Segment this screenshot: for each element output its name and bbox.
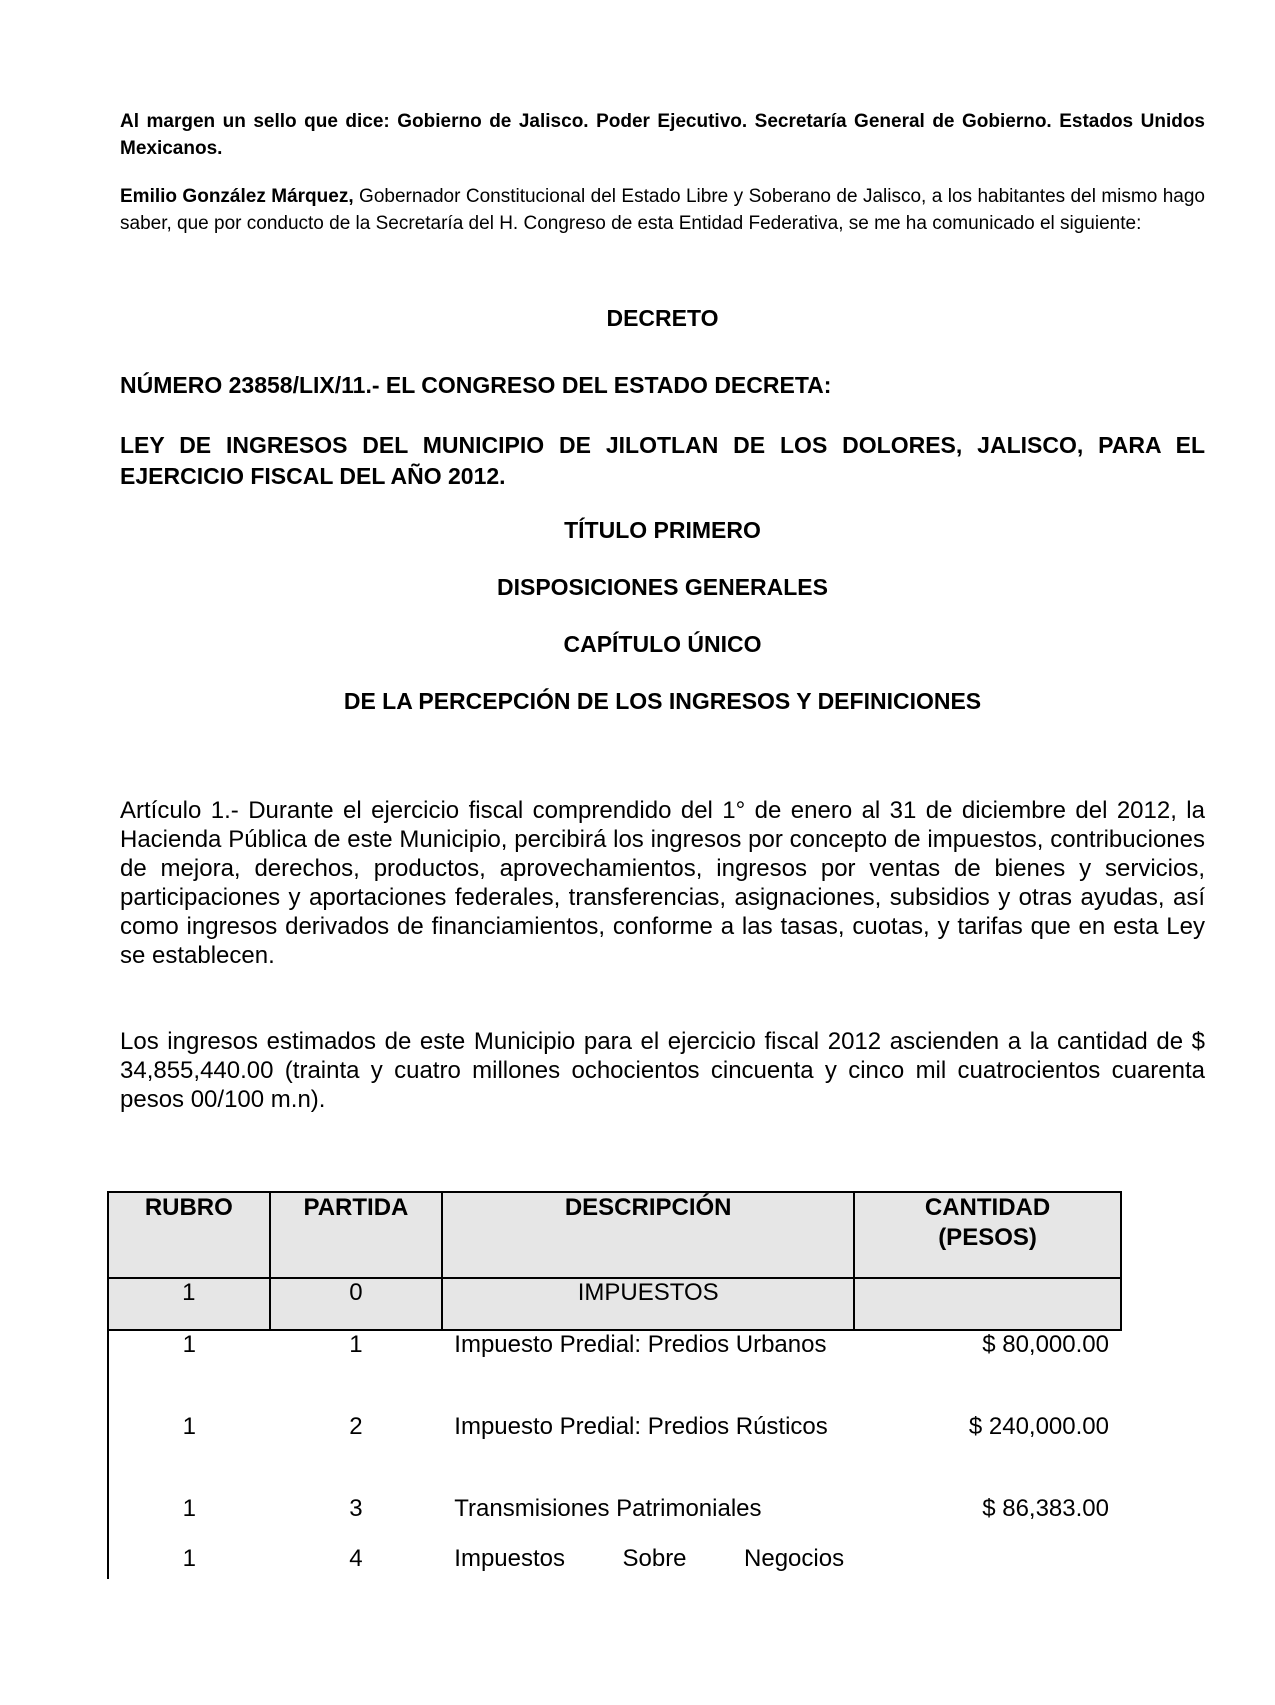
revenue-table bbox=[107, 1191, 1122, 1579]
row-partida: 1 bbox=[349, 1331, 363, 1358]
seal-notice: Al margen un sello que dice: Gobierno de Jalisco. Poder Ejecutivo. Secretaría General de Gobierno. Estados Unidos Mexicanos. bbox=[120, 111, 1205, 159]
row-cantidad: $ 86,383.00 bbox=[982, 1495, 1109, 1522]
row-partida: 3 bbox=[349, 1495, 363, 1522]
category-descripcion: IMPUESTOS bbox=[442, 1278, 854, 1330]
category-partida: 0 bbox=[270, 1278, 443, 1330]
governor-name: Emilio González Márquez, bbox=[120, 186, 354, 207]
row-partida: 2 bbox=[349, 1413, 363, 1440]
row-descripcion: Impuestos Sobre Negocios bbox=[454, 1545, 845, 1572]
row-rubro: 1 bbox=[108, 1330, 270, 1413]
table-header-row bbox=[108, 1192, 1121, 1278]
category-cantidad bbox=[854, 1278, 1121, 1330]
table-category-row bbox=[108, 1278, 1121, 1330]
row-rubro: 1 bbox=[108, 1545, 270, 1579]
table-row bbox=[108, 1413, 1121, 1495]
heading-disposiciones: DISPOSICIONES GENERALES bbox=[496, 574, 828, 600]
heading-ley: LEY DE INGRESOS DEL MUNICIPIO DE JILOTLAN DE LOS DOLORES, JALISCO, PARA EL EJERCICIO FISCAL DEL AÑO 2012. bbox=[120, 432, 1205, 489]
header-cantidad bbox=[854, 1192, 1121, 1278]
heading-percepcion: DE LA PERCEPCIÓN DE LOS INGRESOS Y DEFINICIONES bbox=[343, 688, 982, 714]
row-rubro: 1 bbox=[108, 1413, 270, 1495]
governor-text: Gobernador Constitucional del Estado Libre y Soberano de Jalisco, a los habitantes del mismo hago saber, que por conducto de la Secretaría del H. Congreso de esta Entidad Federativa, se me ha comunicado el siguiente: bbox=[120, 186, 1205, 234]
category-rubro: 1 bbox=[108, 1278, 270, 1330]
row-descripcion: Impuesto Predial: Predios Urbanos bbox=[454, 1331, 827, 1358]
heading-numero: NÚMERO 23858/LIX/11.- EL CONGRESO DEL ESTADO DECRETA: bbox=[120, 372, 832, 398]
governor-paragraph bbox=[120, 183, 1205, 237]
row-descripcion: Impuesto Predial: Predios Rústicos bbox=[454, 1413, 828, 1440]
header-descripcion: DESCRIPCIÓN bbox=[442, 1192, 854, 1278]
heading-capitulo: CAPÍTULO ÚNICO bbox=[563, 631, 762, 657]
table-row bbox=[108, 1330, 1121, 1413]
header-rubro: RUBRO bbox=[108, 1192, 270, 1278]
article-1: Artículo 1.- Durante el ejercicio fiscal comprendido del 1° de enero al 31 de diciembre del 2012, la Hacienda Pública de este Municipio, percibirá los ingresos por concepto de impuestos, contribuciones de mejora, derechos, productos, aprovechamientos, ingresos por ventas de bienes y servicios, participaciones y aportaciones federales, transferencias, asignaciones, subsidios y otras ayudas, así como ingresos derivados de financiamientos, conforme a las tasas, cuotas, y tarifas que en esta Ley se establecen. bbox=[120, 797, 1205, 969]
estimated-income: Los ingresos estimados de este Municipio para el ejercicio fiscal 2012 ascienden a la cantidad de $ 34,855,440.00 (trainta y cuatro millones ochocientos cincuenta y cinco mil cuatrocientos cuarenta pesos 00/100 m.n). bbox=[120, 1028, 1205, 1113]
row-rubro: 1 bbox=[108, 1495, 270, 1545]
table-row bbox=[108, 1495, 1121, 1545]
row-cantidad: $ 240,000.00 bbox=[968, 1413, 1109, 1440]
row-descripcion: Transmisiones Patrimoniales bbox=[454, 1495, 762, 1522]
table-row bbox=[108, 1545, 1121, 1579]
heading-titulo: TÍTULO PRIMERO bbox=[564, 517, 761, 543]
row-cantidad: $ 80,000.00 bbox=[982, 1331, 1109, 1358]
row-cantidad bbox=[854, 1545, 1121, 1579]
heading-decreto: DECRETO bbox=[606, 305, 719, 331]
header-cantidad-label: CANTIDAD (PESOS) bbox=[924, 1194, 1051, 1251]
header-partida: PARTIDA bbox=[270, 1192, 443, 1278]
row-partida: 4 bbox=[349, 1545, 363, 1572]
